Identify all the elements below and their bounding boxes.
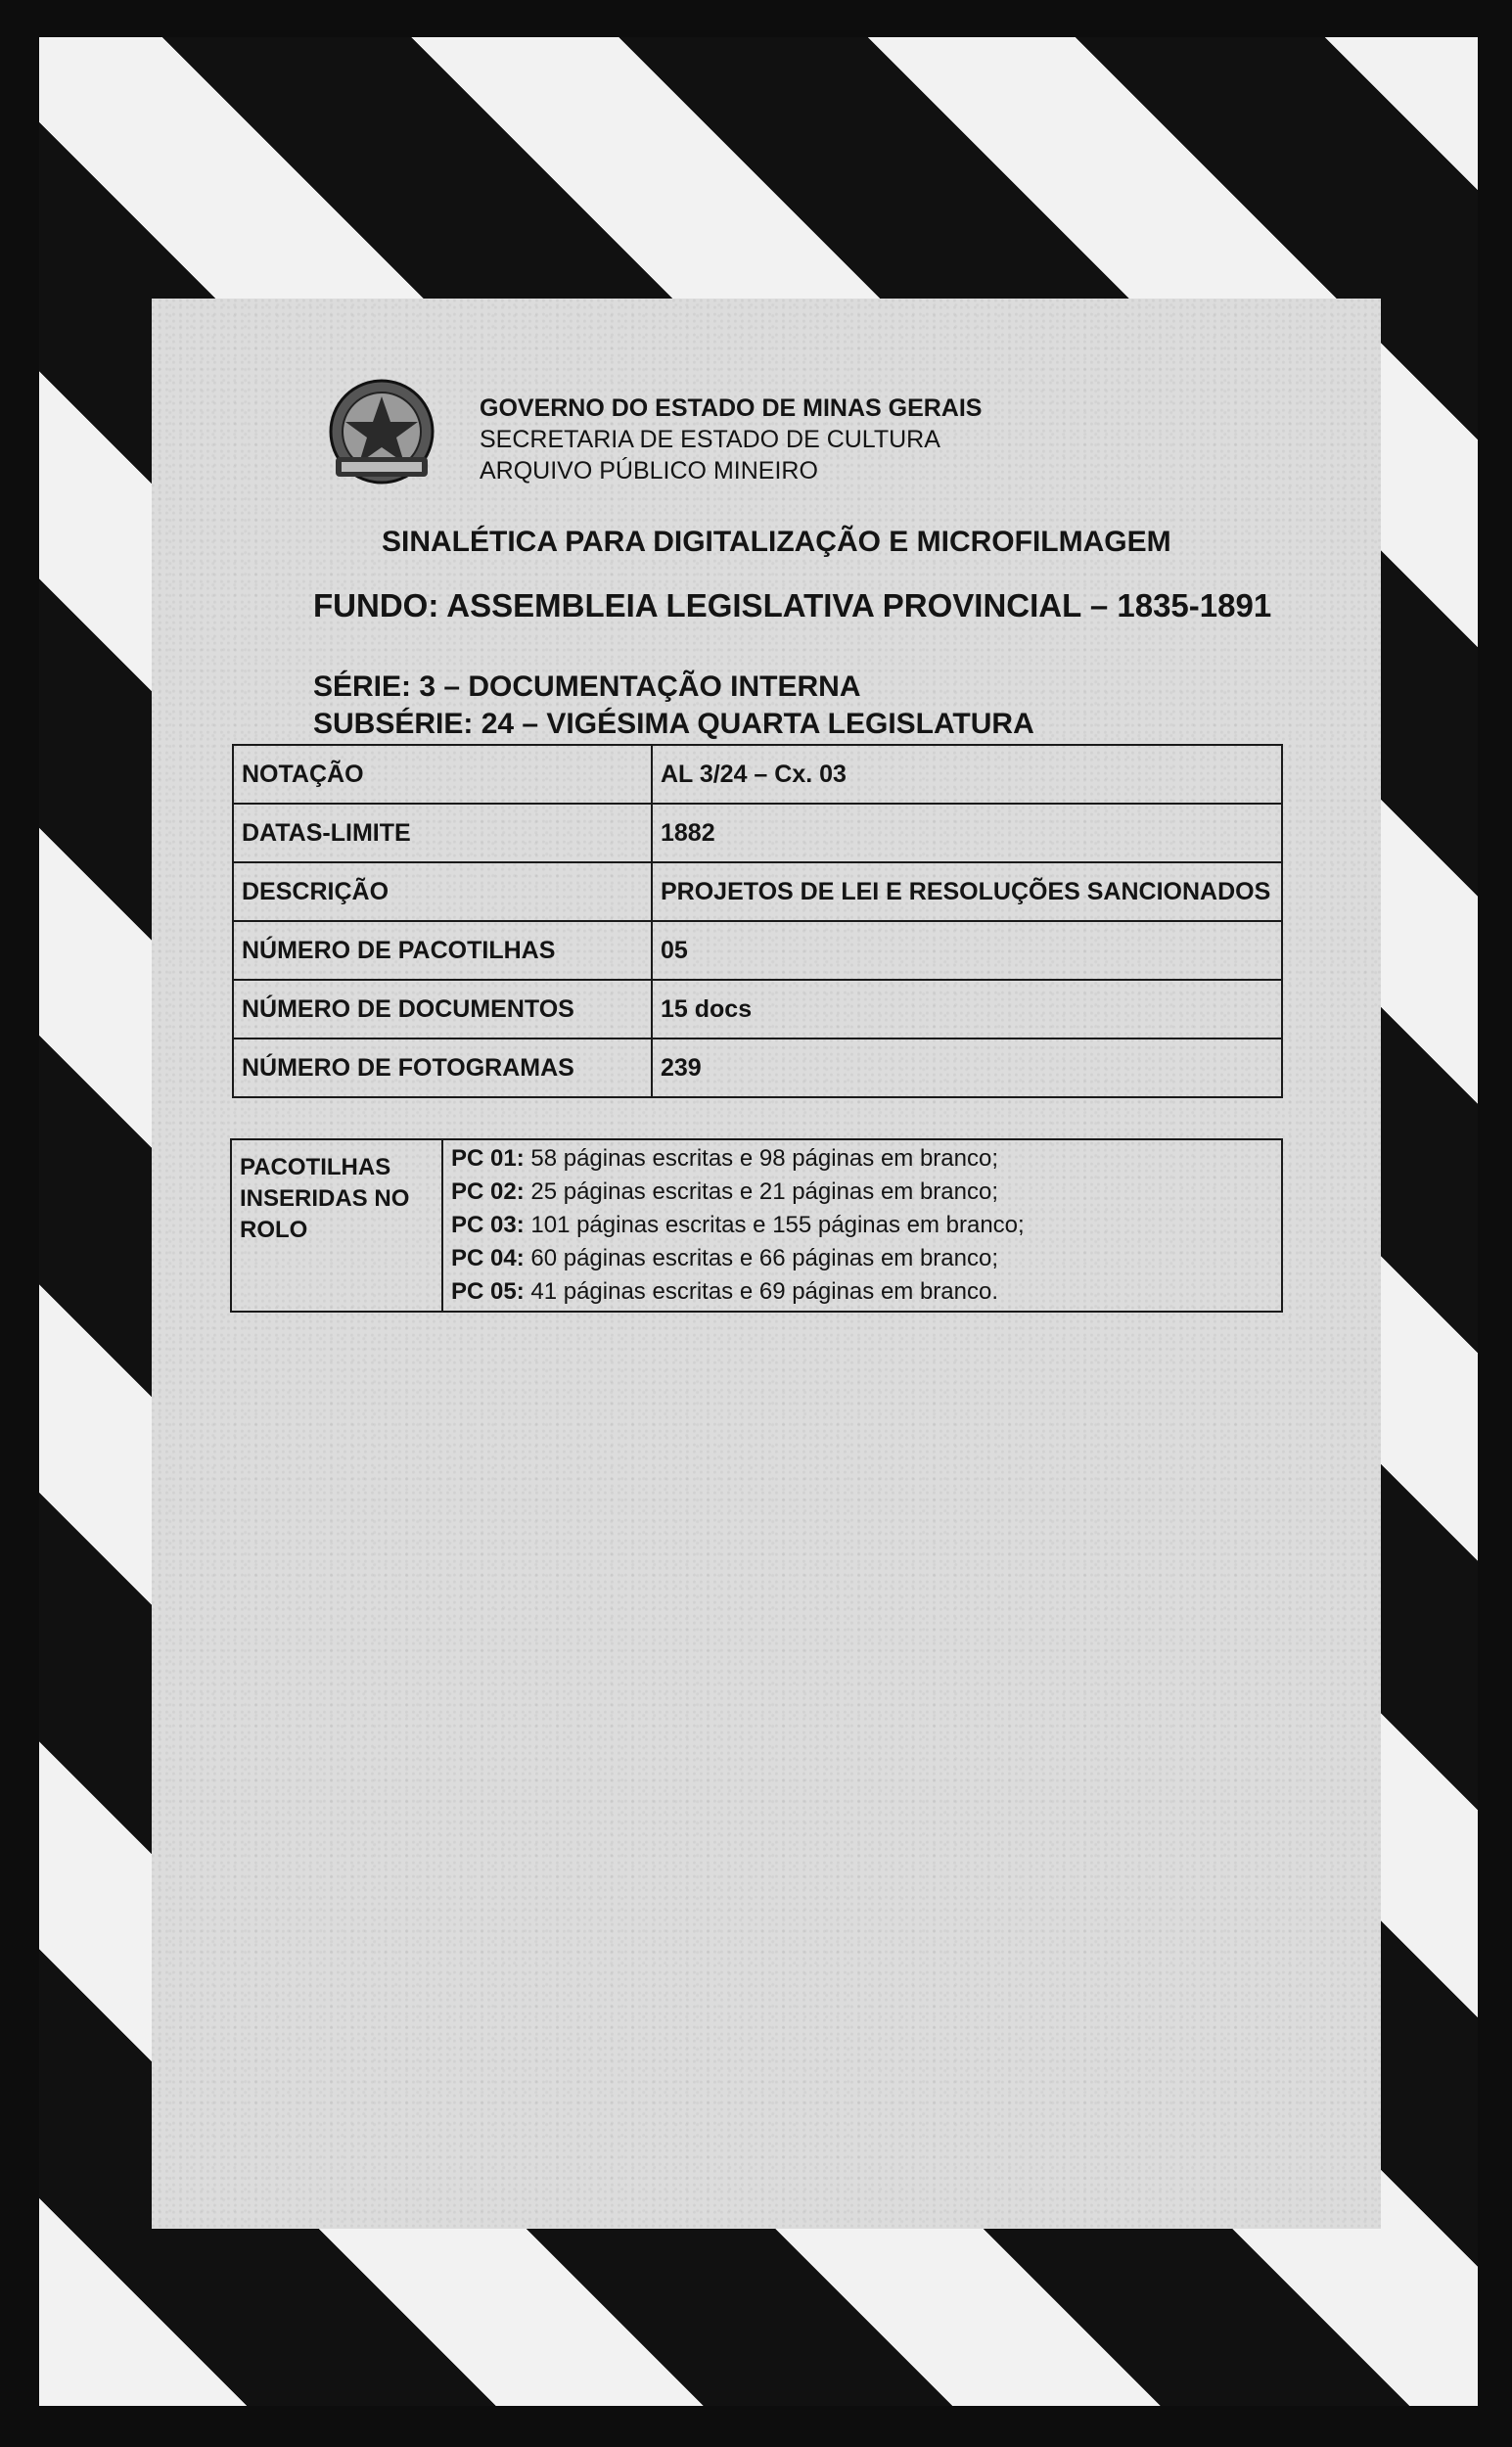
pc-code: PC 01: — [451, 1145, 525, 1172]
document-title: SINALÉTICA PARA DIGITALIZAÇÃO E MICROFILMAGEM — [382, 526, 1171, 558]
organization-block — [480, 392, 1165, 486]
pacotilhas-label: PACOTILHAS INSERIDAS NO ROLO — [231, 1139, 442, 1312]
org-archive: ARQUIVO PÚBLICO MINEIRO — [480, 457, 818, 485]
datas-limite-value: 1882 — [652, 804, 1282, 862]
pc-text: 101 páginas escritas e 155 páginas em branco; — [524, 1212, 1025, 1238]
org-secretariat: SECRETARIA DE ESTADO DE CULTURA — [480, 426, 940, 453]
pc-code: PC 05: — [451, 1278, 525, 1305]
pc-code: PC 03: — [451, 1212, 525, 1238]
list-item — [451, 1142, 1273, 1176]
pacotilhas-table — [230, 1138, 1283, 1313]
org-government: GOVERNO DO ESTADO DE MINAS GERAIS — [480, 394, 983, 422]
pacotilhas-list — [442, 1139, 1282, 1312]
series-block — [313, 669, 1034, 743]
fotogramas-count-label: NÚMERO DE FOTOGRAMAS — [233, 1039, 652, 1097]
documentos-count-label: NÚMERO DE DOCUMENTOS — [233, 980, 652, 1039]
pc-code: PC 04: — [451, 1245, 525, 1271]
datas-limite-label: DATAS-LIMITE — [233, 804, 652, 862]
table-row — [231, 1139, 1282, 1312]
table-row — [233, 980, 1282, 1039]
pacotilhas-count-label: NÚMERO DE PACOTILHAS — [233, 921, 652, 980]
table-row — [233, 745, 1282, 804]
pc-text: 25 páginas escritas e 21 páginas em branco; — [524, 1178, 999, 1205]
pacotilhas-count-value: 05 — [652, 921, 1282, 980]
pc-text: 60 páginas escritas e 66 páginas em branco; — [524, 1245, 999, 1271]
list-item — [451, 1242, 1273, 1275]
table-row — [233, 1039, 1282, 1097]
fotogramas-count-value: 239 — [652, 1039, 1282, 1097]
notacao-label: NOTAÇÃO — [233, 745, 652, 804]
notacao-value: AL 3/24 – Cx. 03 — [652, 745, 1282, 804]
pc-code: PC 02: — [451, 1178, 525, 1205]
documentos-count-value: 15 docs — [652, 980, 1282, 1039]
descricao-value: PROJETOS DE LEI E RESOLUÇÕES SANCIONADOS — [652, 862, 1282, 921]
subserie-heading: SUBSÉRIE: 24 – VIGÉSIMA QUARTA LEGISLATURA — [313, 708, 1034, 740]
table-row — [233, 804, 1282, 862]
pc-text: 58 páginas escritas e 98 páginas em branco; — [524, 1145, 999, 1172]
table-row — [233, 921, 1282, 980]
metadata-table — [232, 744, 1283, 1098]
list-item — [451, 1176, 1273, 1209]
list-item — [451, 1209, 1273, 1242]
fundo-heading: FUNDO: ASSEMBLEIA LEGISLATIVA PROVINCIAL – 1835-1891 — [313, 587, 1272, 623]
pc-text: 41 páginas escritas e 69 páginas em branco. — [524, 1278, 999, 1305]
state-seal-icon — [318, 375, 445, 492]
list-item — [451, 1275, 1273, 1309]
table-row — [233, 862, 1282, 921]
serie-heading: SÉRIE: 3 – DOCUMENTAÇÃO INTERNA — [313, 670, 861, 703]
document-sheet — [152, 299, 1381, 2229]
descricao-label: DESCRIÇÃO — [233, 862, 652, 921]
